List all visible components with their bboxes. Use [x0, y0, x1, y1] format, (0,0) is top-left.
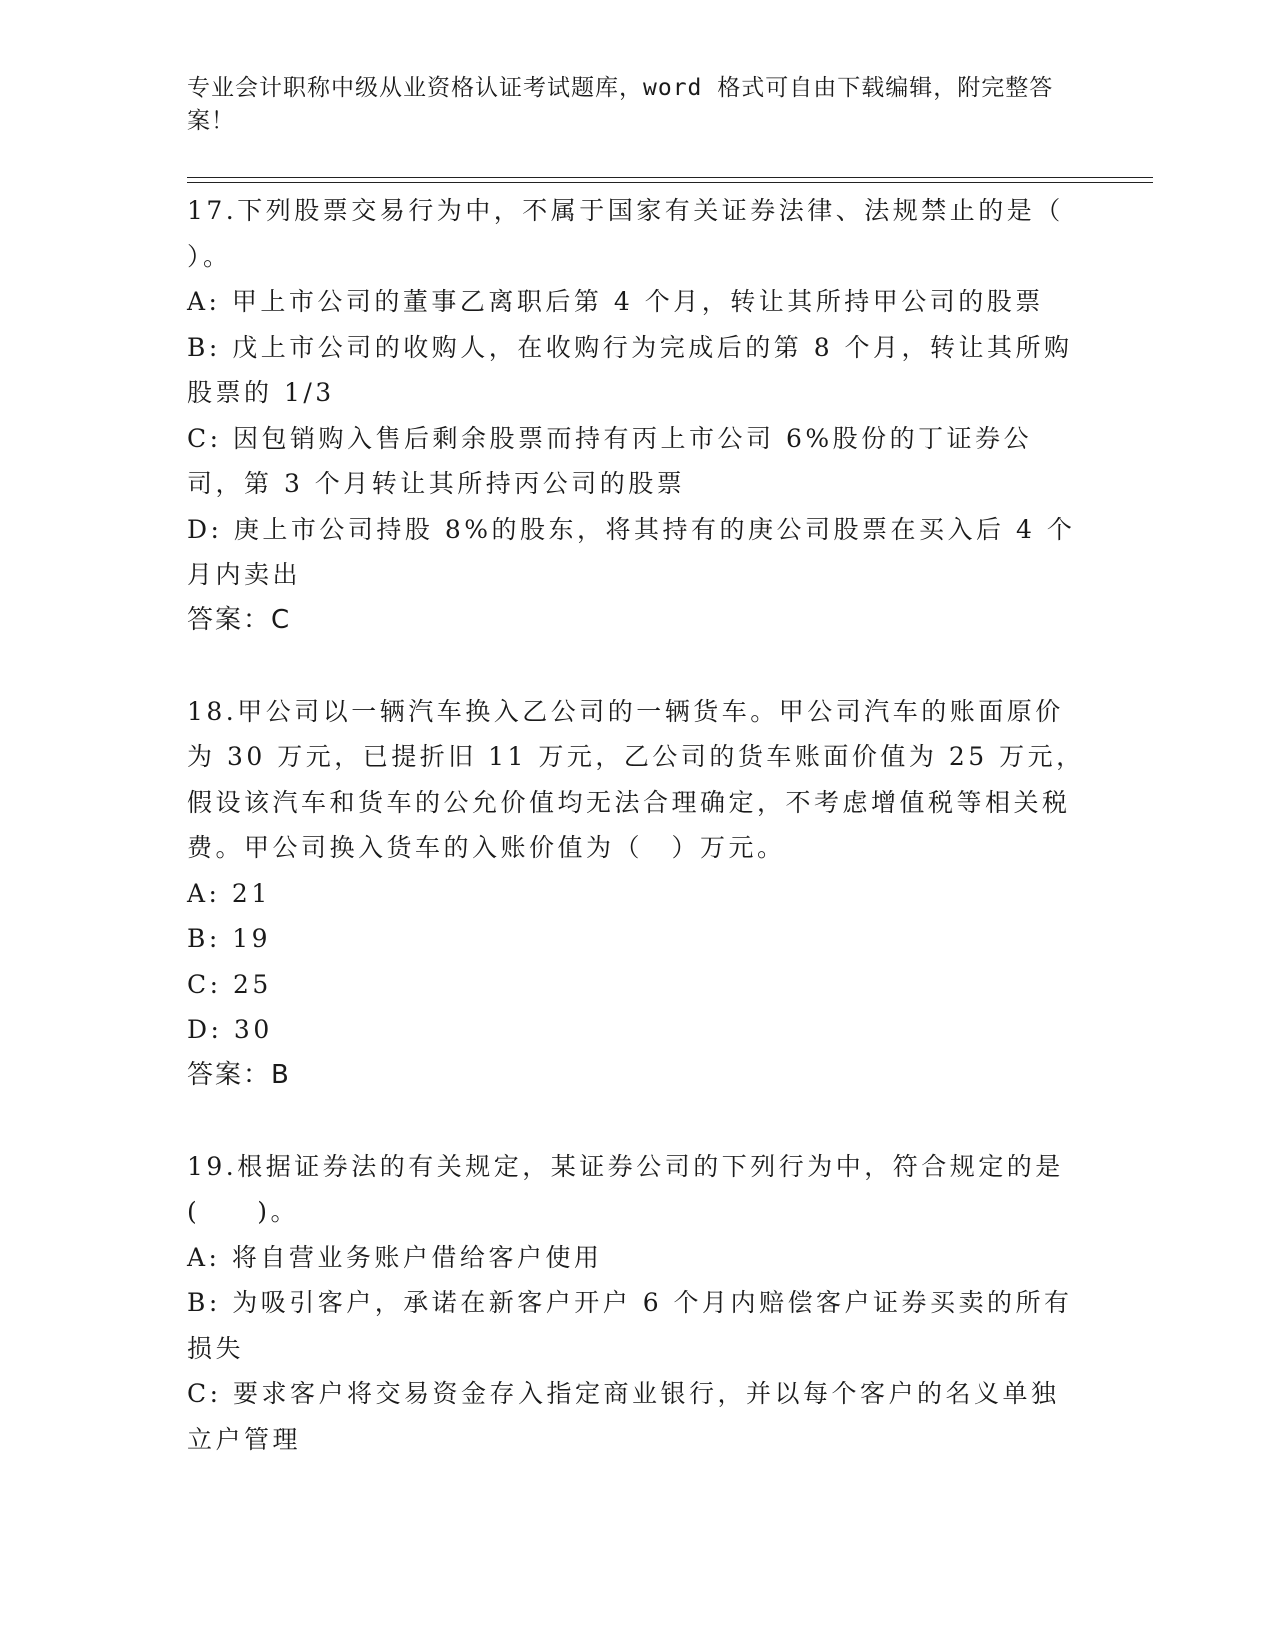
option-d: D: 庚上市公司持股 8%的股东，将其持有的庚公司股票在买入后 4 个月内卖出 — [187, 514, 1076, 589]
question-19 — [187, 1144, 1087, 1463]
option-c: C: 要求客户将交易资金存入指定商业银行，并以每个客户的名义单独立户管理 — [187, 1379, 1060, 1454]
question-17 — [187, 188, 1087, 643]
header-rule-top — [187, 177, 1153, 178]
answer: 答案：C — [187, 604, 292, 635]
spacer — [187, 1098, 1087, 1144]
option-d: D: 30 — [187, 1015, 273, 1044]
question-stem: 18.甲公司以一辆汽车换入乙公司的一辆货车。甲公司汽车的账面原价为 30 万元，已提折旧 11 万元，乙公司的货车账面价值为 25 万元，假设该汽车和货车的公允价值均无法合理确定，不考虑增值税等相关税费。甲公司换入货车的入账价值为（ ）万元。 — [187, 696, 1085, 862]
question-stem: 19.根据证券法的有关规定，某证券公司的下列行为中，符合规定的是( )。 — [187, 1151, 1064, 1226]
option-b: B: 为吸引客户，承诺在新客户开户 6 个月内赔偿客户证券买卖的所有损失 — [187, 1288, 1073, 1363]
header-rule-bottom — [187, 182, 1153, 183]
option-c: C: 25 — [187, 969, 272, 999]
option-b: B: 戊上市公司的收购人，在收购行为完成后的第 8 个月，转让其所购股票的 1/3 — [187, 332, 1073, 407]
option-c: C: 因包销购入售后剩余股票而持有丙上市公司 6%股份的丁证券公司，第 3 个月转让其所持丙公司的股票 — [187, 423, 1033, 498]
question-list — [187, 188, 1087, 1462]
page-header: 专业会计职称中级从业资格认证考试题库，word 格式可自由下载编辑，附完整答案！ — [187, 75, 1054, 134]
answer: 答案：B — [187, 1059, 291, 1090]
option-a: A: 甲上市公司的董事乙离职后第 4 个月，转让其所持甲公司的股票 — [187, 287, 1044, 316]
question-stem: 17.下列股票交易行为中，不属于国家有关证券法律、法规禁止的是（ ）。 — [187, 196, 1064, 271]
option-a: A: 将自营业务账户借给客户使用 — [187, 1242, 603, 1272]
option-a: A: 21 — [187, 878, 271, 908]
option-b: B: 19 — [187, 924, 272, 953]
spacer — [187, 643, 1087, 689]
question-18 — [187, 689, 1087, 1099]
